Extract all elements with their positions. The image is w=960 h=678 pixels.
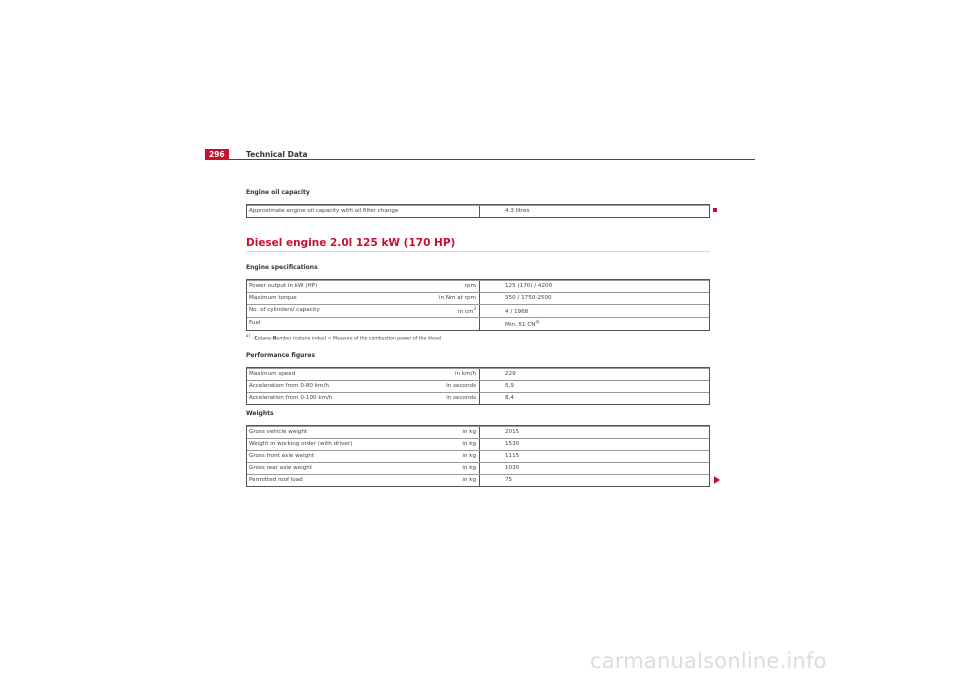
- row-value: 1115: [505, 453, 520, 459]
- row-value: 350 / 1750-2500: [505, 295, 552, 301]
- table-row: [247, 317, 709, 330]
- unit-text: in cm: [458, 309, 474, 315]
- footnote-n: N: [272, 336, 277, 342]
- row-label: Acceleration from 0-100 km/h: [249, 395, 333, 401]
- table-row: [247, 392, 709, 404]
- row-unit: in km/h: [455, 371, 476, 377]
- table-row: [247, 426, 709, 438]
- footnote-text1: etane-: [257, 336, 273, 342]
- table-row: [247, 280, 709, 292]
- row-label: Gross vehicle weight: [249, 429, 308, 435]
- row-label: Maximum torque: [249, 295, 297, 301]
- row-label: Gross rear axle weight: [249, 465, 313, 471]
- table-row: [247, 438, 709, 450]
- footnote-text2: umber (cetane index) = Measure of the combustion power of the diesel: [276, 336, 442, 342]
- continue-arrow-icon: [714, 476, 720, 484]
- oil-capacity-heading: Engine oil capacity: [246, 189, 310, 196]
- row-label: Permitted roof load: [249, 477, 303, 483]
- row-value: 229: [505, 371, 516, 377]
- section-rule: [246, 251, 710, 252]
- table-row: [247, 380, 709, 392]
- footnote-marker: a): [246, 333, 251, 338]
- row-value: 5,9: [505, 383, 514, 389]
- row-value: 4 / 1968: [505, 309, 529, 315]
- footnote-ref: a): [535, 319, 540, 325]
- row-value: 75: [505, 477, 513, 483]
- table-row: [247, 292, 709, 304]
- row-value: 2015: [505, 429, 520, 435]
- row-label: No. of cylinders/ capacity: [249, 307, 320, 313]
- weights-heading: Weights: [246, 410, 274, 417]
- row-label: Fuel: [249, 320, 261, 326]
- table-row: [247, 474, 709, 486]
- row-value: 8,4: [505, 395, 514, 401]
- row-unit: in kg: [462, 465, 476, 471]
- table-row: [247, 368, 709, 380]
- row-value: 125 (170) / 4200: [505, 283, 553, 289]
- row-label: Acceleration from 0-80 km/h: [249, 383, 329, 389]
- page-header-title: Technical Data: [246, 150, 308, 159]
- footnote-c: C: [254, 336, 258, 342]
- row-unit: in seconds: [446, 383, 476, 389]
- table-row: [247, 462, 709, 474]
- row-unit: in seconds: [446, 395, 476, 401]
- section-end-icon: [713, 208, 717, 212]
- section-title: Diesel engine 2.0l 125 kW (170 HP): [246, 237, 456, 249]
- row-value: [505, 320, 539, 331]
- footnote: [246, 333, 442, 342]
- row-unit: in kg: [462, 429, 476, 435]
- row-label: Gross front axle weight: [249, 453, 314, 459]
- engine-specs-table: [246, 279, 710, 331]
- row-unit: rpm: [464, 283, 476, 289]
- table-row: [247, 205, 709, 217]
- row-unit: in Nm at rpm: [439, 295, 476, 301]
- weights-table: [246, 425, 710, 487]
- table-row: [247, 304, 709, 317]
- page-number: 296: [205, 149, 229, 160]
- row-label: Power output in kW (HP): [249, 283, 318, 289]
- row-label: Maximum speed: [249, 371, 296, 377]
- row-label: Weight in working order (with driver): [249, 441, 353, 447]
- table-row: [247, 450, 709, 462]
- performance-heading: Performance figures: [246, 352, 316, 359]
- oil-capacity-table: [246, 204, 710, 218]
- unit-superscript: 3: [473, 306, 476, 312]
- row-value: 1530: [505, 441, 520, 447]
- row-unit: in kg: [462, 453, 476, 459]
- row-value: 1030: [505, 465, 520, 471]
- row-unit: in kg: [462, 477, 476, 483]
- engine-specs-heading: Engine specifications: [246, 264, 318, 271]
- row-value: 4.3 litres: [505, 208, 530, 214]
- value-text: Min. 51 CN: [505, 322, 536, 328]
- performance-table: [246, 367, 710, 405]
- watermark: carmanualsonline.info: [590, 649, 827, 673]
- row-unit: in kg: [462, 441, 476, 447]
- row-label: Approximate engine oil capacity with oil filter change: [249, 208, 399, 214]
